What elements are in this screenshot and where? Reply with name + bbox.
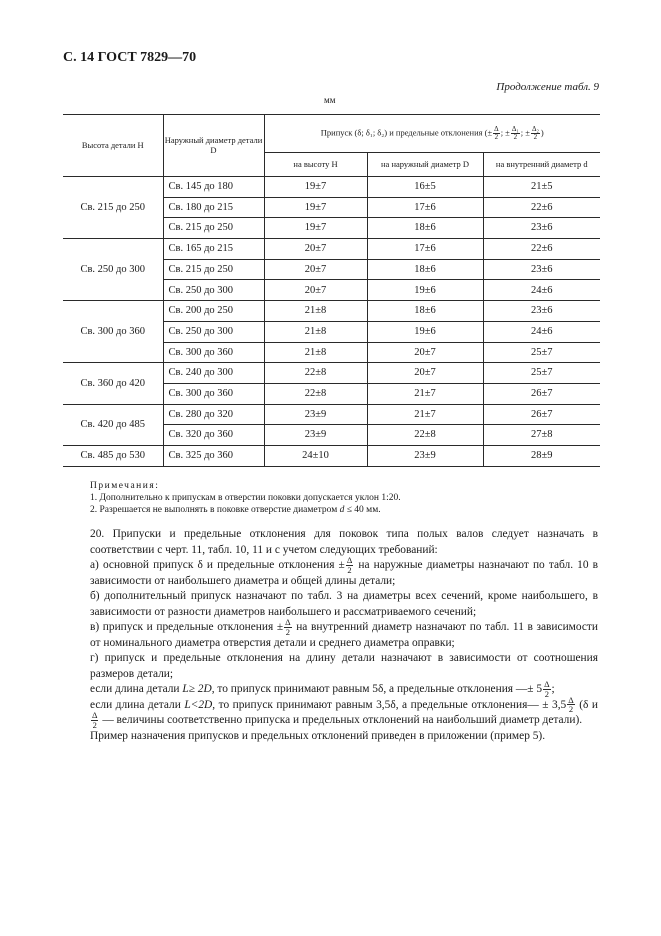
cell-diameter-range: Св. 300 до 360 — [163, 342, 264, 363]
frac-num: Δ₁ — [511, 125, 519, 133]
cell-allowance-outer: 22±8 — [367, 425, 483, 446]
note-2-suffix: ≤ 40 мм. — [344, 505, 381, 515]
para-length-1 — [90, 679, 598, 699]
table-row — [63, 363, 600, 384]
cell-diameter-range: Св. 280 до 320 — [163, 404, 264, 425]
cell-allowance-inner: 26±7 — [483, 383, 600, 404]
cell-allowance-height: 19±7 — [264, 197, 367, 218]
cell-allowance-outer: 18±6 — [367, 259, 483, 280]
cell-allowance-outer: 17±6 — [367, 197, 483, 218]
frac-num: Δ — [494, 125, 499, 133]
allowance-table — [63, 114, 600, 467]
cell-height-range: Св. 250 до 300 — [63, 239, 163, 301]
frac-den: 2 — [494, 133, 499, 141]
para-length-2-cond: L<2D — [184, 698, 213, 711]
cell-diameter-range: Св. 215 до 250 — [163, 259, 264, 280]
cell-allowance-height: 20±7 — [264, 239, 367, 260]
frac-den: 2 — [544, 688, 549, 699]
cell-allowance-outer: 20±7 — [367, 363, 483, 384]
cell-diameter-range: Св. 200 до 250 — [163, 301, 264, 322]
cell-allowance-inner: 24±6 — [483, 321, 600, 342]
cell-allowance-height: 21±8 — [264, 321, 367, 342]
table-row — [63, 445, 600, 466]
close-paren: ) — [540, 127, 544, 138]
frac-num: Δ — [568, 694, 574, 705]
frac-delta-half — [346, 556, 353, 574]
unit-label: мм — [324, 95, 336, 105]
cell-allowance-inner: 26±7 — [483, 404, 600, 425]
para-length-2-mid2: (δ и — [575, 698, 598, 711]
cell-allowance-inner: 24±6 — [483, 280, 600, 301]
frac-den: 2 — [568, 704, 574, 715]
notes — [90, 480, 401, 516]
para-v — [90, 617, 599, 651]
cell-allowance-outer: 21±7 — [367, 404, 483, 425]
para-length-2-end: — величины соответственно припуска и предельных отклонений на наибольший диаметр детали). — [99, 714, 583, 726]
frac-den: 2 — [285, 626, 290, 637]
col-header-diameter — [163, 115, 264, 177]
cell-allowance-inner: 21±5 — [483, 177, 600, 198]
frac-delta-half — [567, 696, 574, 714]
frac-num: Δ — [92, 710, 98, 721]
col-header-height — [63, 115, 163, 177]
cell-allowance-height: 20±7 — [264, 280, 367, 301]
notes-title: Примечания: — [90, 481, 160, 491]
cell-allowance-outer: 23±9 — [367, 445, 483, 466]
frac-delta — [493, 126, 500, 141]
cell-allowance-height: 21±8 — [264, 342, 367, 363]
cell-allowance-outer: 19±6 — [367, 321, 483, 342]
cell-height-range: Св. 215 до 250 — [63, 177, 163, 239]
frac-delta-half — [284, 618, 291, 636]
para-g: г) припуск и предельные отклонения на длину детали назначают в зависимости от соотношения размеров детали; — [90, 652, 598, 680]
cell-allowance-height: 19±7 — [264, 218, 367, 239]
table-continuation-label: Продолжение табл. 9 — [496, 81, 599, 93]
para-a — [90, 555, 598, 589]
frac-delta-half — [91, 711, 98, 729]
cell-allowance-height: 22±8 — [264, 383, 367, 404]
page-header: С. 14 ГОСТ 7829—70 — [63, 50, 197, 65]
cell-allowance-inner: 22±6 — [483, 197, 600, 218]
sub-header-height: на высоту H — [264, 153, 367, 177]
para-b: б) дополнительный припуск назначают по табл. 3 на диаметры всех сечений, кроме наибольшего, в зависимости от разности диаметров наибольшего и рассматриваемого сечений; — [90, 590, 598, 618]
frac-den: 2 — [513, 133, 518, 141]
table-row — [63, 404, 600, 425]
cell-allowance-inner: 23±6 — [483, 301, 600, 322]
frac-num: Δ — [544, 679, 550, 690]
cell-allowance-outer: 21±7 — [367, 383, 483, 404]
cell-diameter-range: Св. 250 до 300 — [163, 321, 264, 342]
cell-allowance-inner: 22±6 — [483, 239, 600, 260]
para-v-suffix: на внутренний диаметр назначают по табл. 11 в зависимости от номинального диаметра отверстия детали и среднего диаметра оправки; — [90, 621, 599, 649]
frac-num: Δ — [285, 617, 291, 628]
cell-allowance-height: 19±7 — [264, 177, 367, 198]
cell-diameter-range: Св. 325 до 360 — [163, 445, 264, 466]
note-2-var: d — [339, 505, 345, 515]
cell-allowance-outer: 18±6 — [367, 301, 483, 322]
cell-allowance-inner: 25±7 — [483, 342, 600, 363]
note-2-text: 2. Разрешается не выполнять в поковке отверстие диаметром — [90, 505, 340, 515]
cell-height-range: Св. 485 до 530 — [63, 445, 163, 466]
cell-allowance-inner: 23±6 — [483, 259, 600, 280]
table-row — [63, 177, 600, 198]
cell-allowance-height: 23±9 — [264, 404, 367, 425]
cell-allowance-outer: 17±6 — [367, 239, 483, 260]
sub-header-outer: на наружный диаметр D — [367, 153, 483, 177]
sub-header-inner: на внутренний диаметр d — [483, 153, 600, 177]
col-header-diameter-text: Наружный диаметр детали D — [164, 135, 263, 155]
para-length-1-cond: L≥ 2D — [182, 683, 212, 695]
cell-diameter-range: Св. 145 до 180 — [163, 177, 264, 198]
cell-diameter-range: Св. 180 до 215 — [163, 197, 264, 218]
frac-num: Δ — [346, 555, 353, 566]
note-2 — [90, 504, 401, 516]
para-length-1-end: ; — [551, 683, 555, 695]
sep: ; ± — [500, 127, 510, 138]
cell-allowance-inner: 27±8 — [483, 425, 600, 446]
allowance-prefix: Припуск (δ; δ₁; δ₂) и предельные отклонения (± — [320, 127, 493, 138]
para-length-1-prefix: если длина детали — [90, 683, 183, 695]
cell-allowance-outer: 18±6 — [367, 218, 483, 239]
cell-diameter-range: Св. 165 до 215 — [163, 239, 264, 260]
cell-diameter-range: Св. 240 до 300 — [163, 363, 264, 384]
cell-allowance-height: 24±10 — [264, 445, 367, 466]
para-v-prefix: в) припуск и предельные отклонения ± — [90, 621, 284, 633]
frac-delta2 — [531, 126, 540, 141]
para-length-1-mid: , то припуск принимают равным 5δ, а предельные отклонения —± 5 — [211, 683, 543, 695]
para-a-prefix: а) основной припуск δ и предельные отклонения ± — [90, 559, 345, 571]
para-length-2-prefix: если длина детали — [90, 698, 185, 711]
cell-diameter-range: Св. 250 до 300 — [163, 280, 264, 301]
cell-allowance-outer: 16±5 — [367, 177, 483, 198]
cell-allowance-inner: 23±6 — [483, 218, 600, 239]
cell-allowance-height: 22±8 — [264, 363, 367, 384]
para-a-suffix: на наружные диаметры назначают по табл. 10 в зависимости от наибольшего диаметра и общей длины детали; — [90, 559, 598, 587]
cell-allowance-height: 20±7 — [264, 259, 367, 280]
body-text — [90, 527, 598, 744]
sep: ; ± — [520, 127, 530, 138]
table-row — [63, 239, 600, 260]
cell-height-range: Св. 420 до 485 — [63, 404, 163, 445]
cell-allowance-height: 23±9 — [264, 425, 367, 446]
cell-allowance-outer: 19±6 — [367, 280, 483, 301]
table-row — [63, 301, 600, 322]
para-example: Пример назначения припусков и предельных отклонений приведен в приложении (пример 5). — [90, 729, 546, 742]
cell-allowance-inner: 25±7 — [483, 363, 600, 384]
frac-delta-half — [543, 680, 550, 698]
cell-allowance-height: 21±8 — [264, 301, 367, 322]
para-20: 20. Припуски и предельные отклонения для поковок типа полых валов следует назначать в соответствии с черт. 11, табл. 10, 11 и с учетом следующих требований: — [90, 528, 598, 556]
col-header-height-text: Высота детали H — [81, 139, 144, 150]
frac-den: 2 — [92, 719, 97, 730]
frac-den: 2 — [347, 564, 352, 575]
para-length-2-mid: , то припуск принимают равным 3,5δ, а предельные отклонения— ± 3,5 — [212, 698, 567, 711]
table-body — [63, 177, 600, 467]
note-1: 1. Дополнительно к припускам в отверстии поковки допускается уклон 1:20. — [90, 493, 401, 503]
cell-diameter-range: Св. 215 до 250 — [163, 218, 264, 239]
frac-den: 2 — [533, 133, 538, 141]
cell-height-range: Св. 300 до 360 — [63, 301, 163, 363]
col-header-allowance — [264, 115, 600, 153]
para-length-2 — [90, 694, 598, 730]
cell-allowance-outer: 20±7 — [367, 342, 483, 363]
frac-delta1 — [511, 126, 520, 141]
cell-diameter-range: Св. 300 до 360 — [163, 383, 264, 404]
cell-allowance-inner: 28±9 — [483, 445, 600, 466]
cell-height-range: Св. 360 до 420 — [63, 363, 163, 404]
frac-num: Δ₂ — [531, 125, 539, 133]
cell-diameter-range: Св. 320 до 360 — [163, 425, 264, 446]
